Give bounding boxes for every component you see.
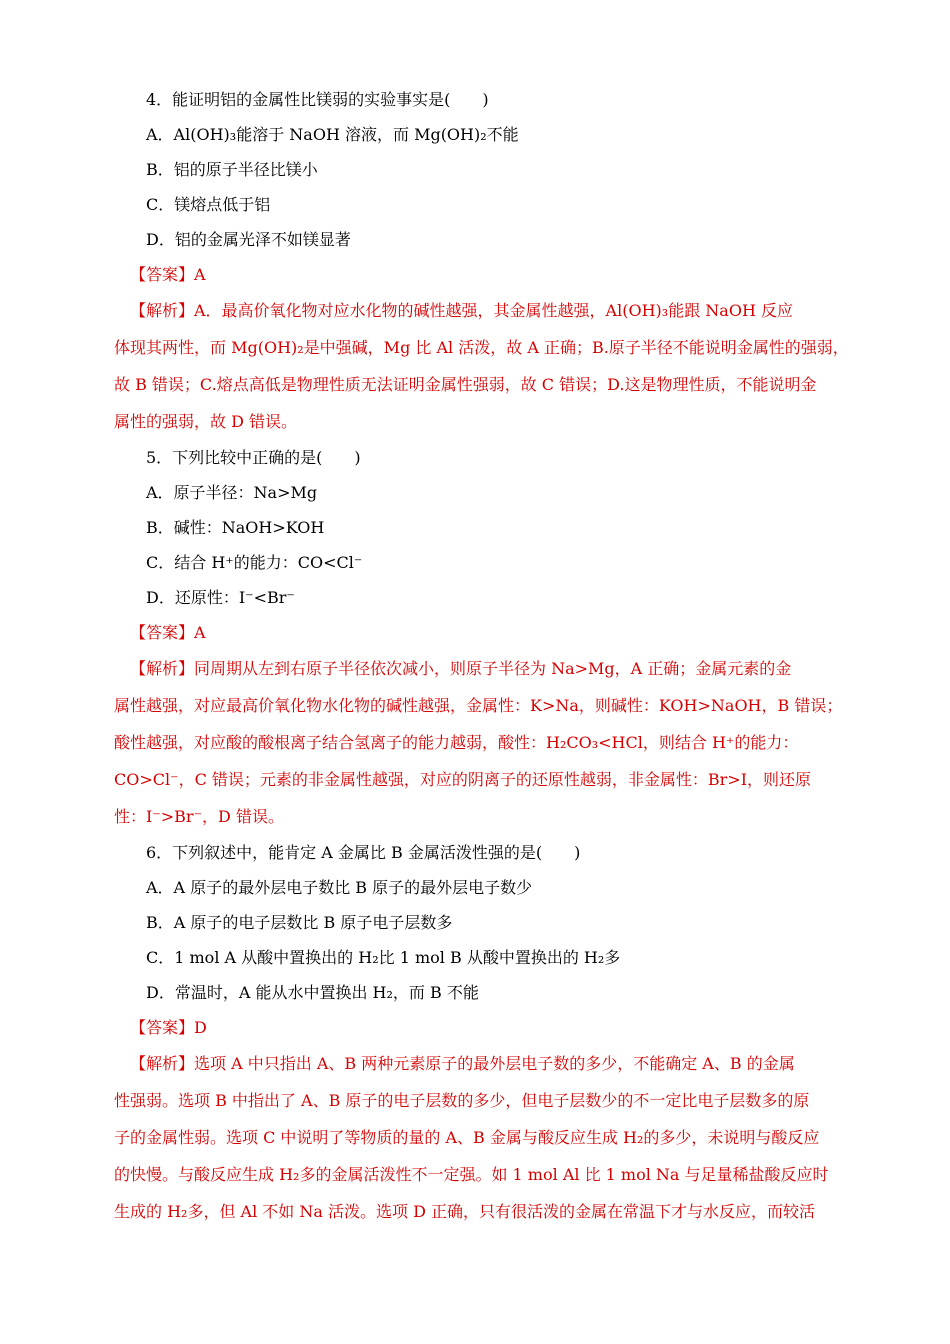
question-5-analysis-line-4: CO>Cl⁻，C 错误；元素的非金属性越强，对应的阴离子的还原性越弱，非金属性：Br>I，则还原 [114,770,812,789]
question-5-analysis-line-5: 性：I⁻>Br⁻，D 错误。 [114,807,284,826]
question-4-analysis-line-3: 故 B 错误；C.熔点高低是物理性质无法证明金属性强弱，故 C 错误；D.这是物理性质，不能说明金 [114,375,817,394]
question-4-stem: 4．能证明铝的金属性比镁弱的实验事实是( ) [146,90,489,109]
question-6-analysis-line-5: 生成的 H₂多，但 Al 不如 Na 活泼。选项 D 正确，只有很活泼的金属在常温下才与水反应，而较活 [114,1202,816,1221]
question-4-analysis-line-1: 【解析】A．最高价氧化物对应水化物的碱性越强，其金属性越强，Al(OH)₃能跟 NaOH 反应 [130,301,793,320]
question-6-option-b: B．A 原子的电子层数比 B 原子电子层数多 [146,913,453,932]
question-5-stem: 5．下列比较中正确的是( ) [146,448,361,467]
question-5-option-d: D．还原性：I⁻<Br⁻ [146,588,295,607]
question-4-answer: 【答案】A [130,265,206,284]
question-5-analysis-line-1: 【解析】同周期从左到右原子半径依次减小，则原子半径为 Na>Mg，A 正确；金属元素的金 [130,659,792,678]
question-6-stem: 6．下列叙述中，能肯定 A 金属比 B 金属活泼性强的是( ) [146,843,581,862]
question-4-option-c: C．镁熔点低于铝 [146,195,271,214]
question-4-analysis-line-2: 体现其两性，而 Mg(OH)₂是中强碱，Mg 比 Al 活泼，故 A 正确；B.原子半径不能说明金属性的强弱， [114,338,849,357]
question-5-answer: 【答案】A [130,623,206,642]
question-6-analysis-line-2: 性强弱。选项 B 中指出了 A、B 原子的电子层数的多少，但电子层数少的不一定比电子层数多的原 [114,1091,810,1110]
question-6-option-c: C．1 mol A 从酸中置换出的 H₂比 1 mol B 从酸中置换出的 H₂多 [146,948,621,967]
question-4-option-a: A．Al(OH)₃能溶于 NaOH 溶液，而 Mg(OH)₂不能 [146,125,519,144]
question-5-option-c: C．结合 H⁺的能力：CO<Cl⁻ [146,553,363,572]
question-6-analysis-line-1: 【解析】选项 A 中只指出 A、B 两种元素原子的最外层电子数的多少，不能确定 A、B 的金属 [130,1054,795,1073]
question-6-option-d: D．常温时，A 能从水中置换出 H₂，而 B 不能 [146,983,479,1002]
question-4-analysis-line-4: 属性的强弱，故 D 错误。 [114,412,298,431]
question-5-option-a: A．原子半径：Na>Mg [146,483,318,502]
question-4-option-d: D．铝的金属光泽不如镁显著 [146,230,351,249]
question-6-analysis-line-4: 的快慢。与酸反应生成 H₂多的金属活泼性不一定强。如 1 mol Al 比 1 mol Na 与足量稀盐酸反应时 [114,1165,829,1184]
question-4-option-b: B．铝的原子半径比镁小 [146,160,318,179]
question-6-answer: 【答案】D [130,1018,207,1037]
question-5-analysis-line-3: 酸性越强，对应酸的酸根离子结合氢离子的能力越弱，酸性：H₂CO₃<HCl，则结合 H⁺的能力： [114,733,799,752]
question-6-analysis-line-3: 子的金属性弱。选项 C 中说明了等物质的量的 A、B 金属与酸反应生成 H₂的多少，未说明与酸反应 [114,1128,820,1147]
question-6-option-a: A．A 原子的最外层电子数比 B 原子的最外层电子数少 [146,878,533,897]
question-5-analysis-line-2: 属性越强，对应最高价氧化物水化物的碱性越强，金属性：K>Na，则碱性：KOH>NaOH，B 错误； [114,696,843,715]
question-5-option-b: B．碱性：NaOH>KOH [146,518,325,537]
